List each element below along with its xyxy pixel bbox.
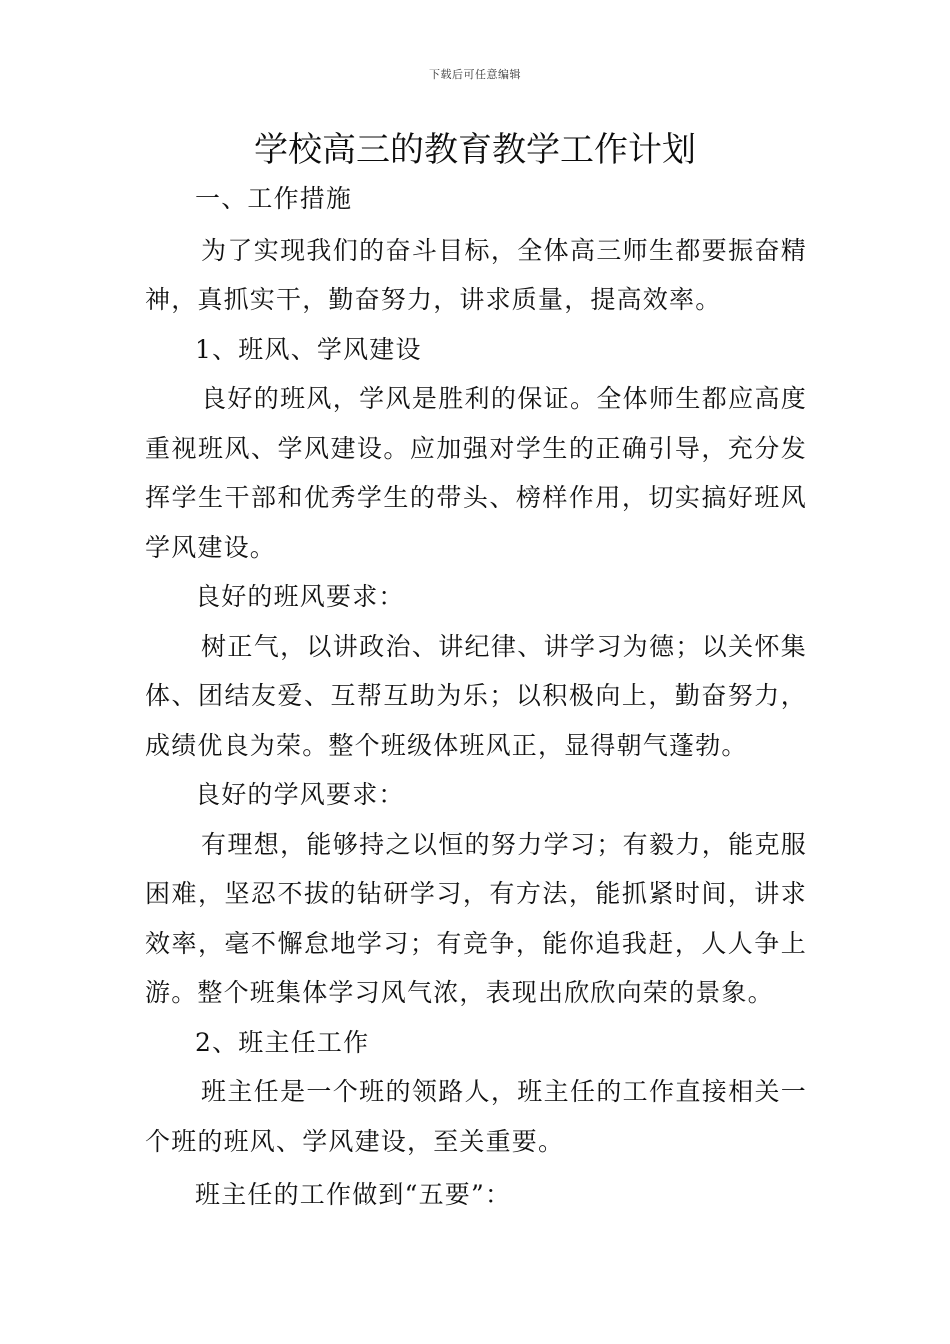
subheading-class-requirements: 良好的班风要求： xyxy=(195,582,405,611)
paragraph-intro: 为了实现我们的奋斗目标，全体高三师生都要振奋精神，真抓实干，勤奋努力，讲求质量，提高效率。 xyxy=(145,235,807,314)
paragraph-class-requirements: 树正气，以讲政治、讲纪律、讲学习为德；以关怀集体、团结友爱、互帮互助为乐；以积极向上，勤奋努力，成绩优良为荣。整个班级体班风正，显得朝气蓬勃。 xyxy=(145,631,807,760)
subheading-head-teacher: 2、班主任工作 xyxy=(195,1027,370,1057)
document-body xyxy=(145,174,807,1220)
section-heading-measures: 一、工作措施 xyxy=(195,184,353,213)
document-title: 学校高三的教育教学工作计划 xyxy=(254,130,696,170)
subheading-five-musts: 班主任的工作做到“五要”： xyxy=(195,1180,512,1209)
paragraph-study-requirements: 有理想，能够持之以恒的努力学习；有毅力，能克服困难，坚忍不拔的钻研学习，有方法，能抓紧时间，讲求效率，毫不懈怠地学习；有竞争，能你追我赶，人人争上游。整个班集体学习风气浓，表现出欣欣向荣的景象。 xyxy=(145,829,807,1007)
paragraph-class-style: 良好的班风，学风是胜利的保证。全体师生都应高度重视班风、学风建设。应加强对学生的正确引导，充分发挥学生干部和优秀学生的带头、榜样作用，切实搞好班风学风建设。 xyxy=(145,384,807,562)
subheading-class-style: 1、班风、学风建设 xyxy=(195,334,422,364)
subheading-study-requirements: 良好的学风要求： xyxy=(195,780,405,809)
header-note: 下载后可任意编辑 xyxy=(429,68,521,81)
paragraph-head-teacher: 班主任是一个班的领路人，班主任的工作直接相关一个班的班风、学风建设，至关重要。 xyxy=(145,1077,807,1156)
